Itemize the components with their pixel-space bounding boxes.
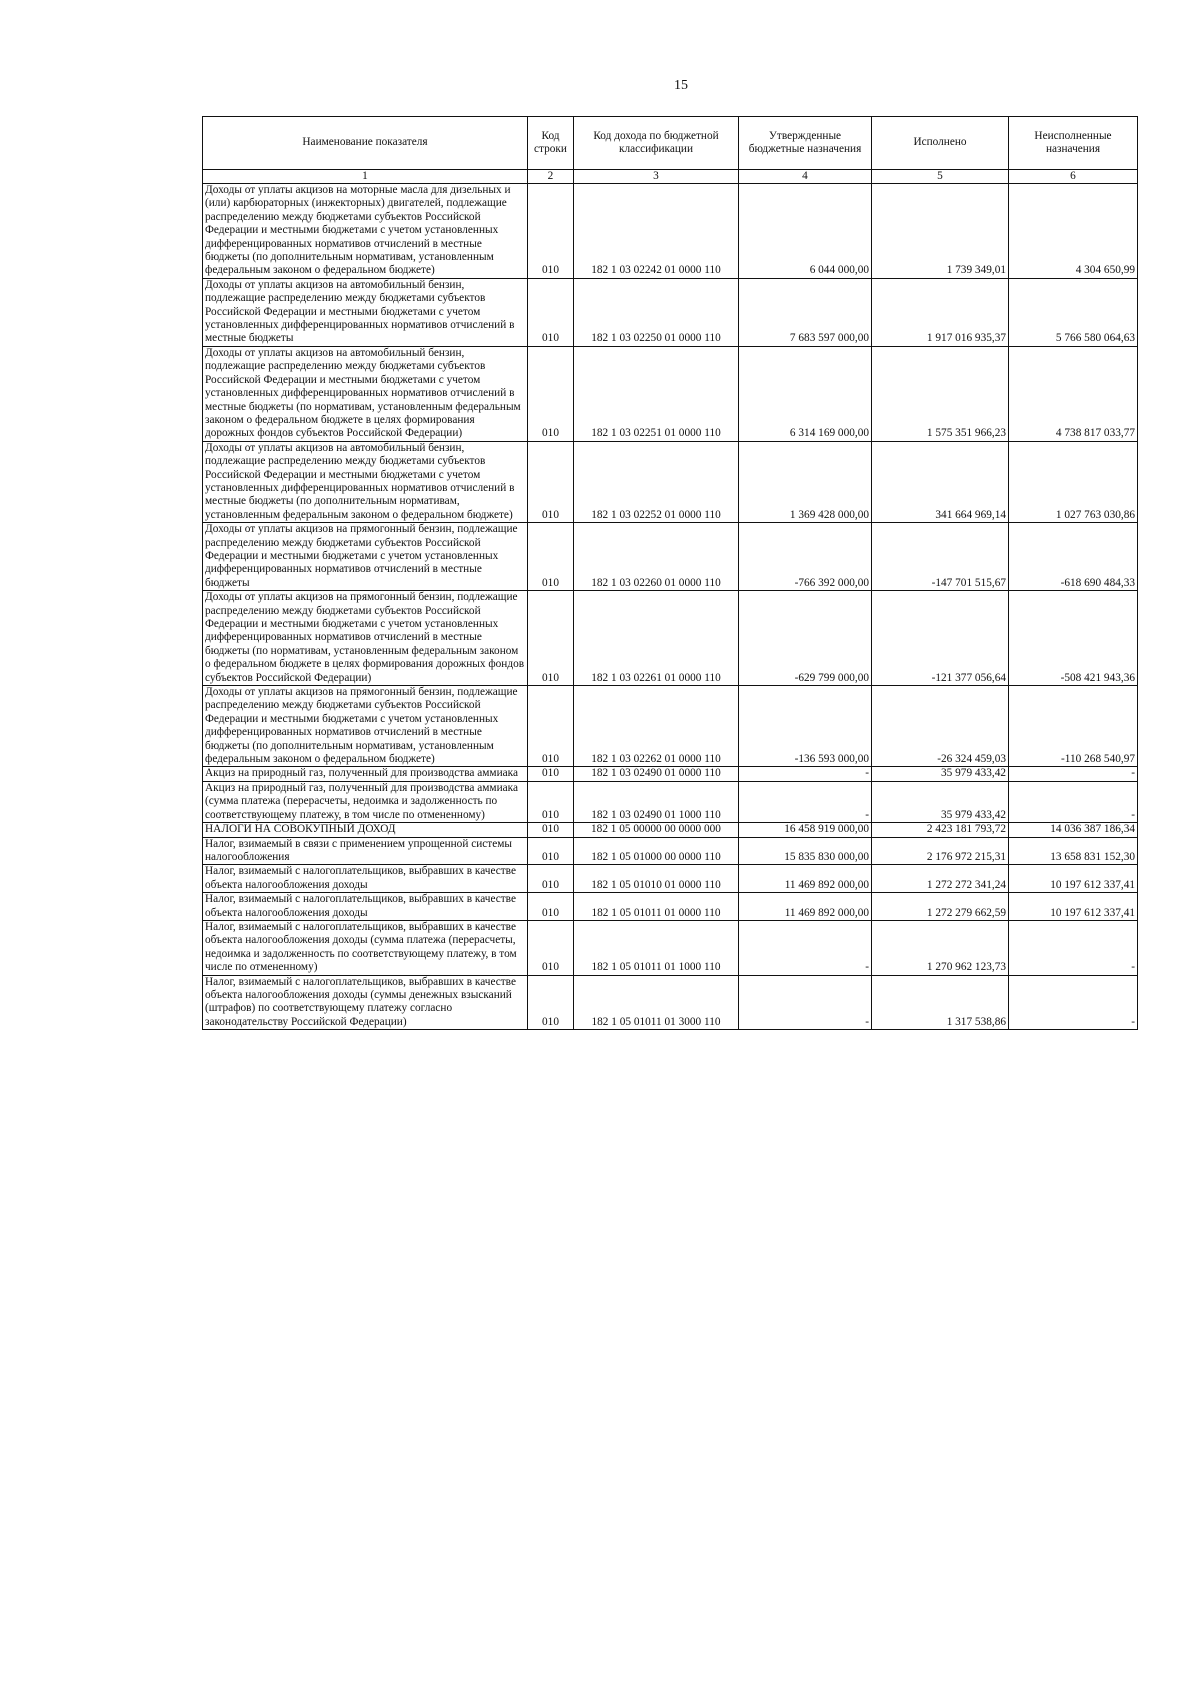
executed-amount-cell: 1 270 962 123,73 — [872, 920, 1009, 975]
column-number: 2 — [528, 170, 574, 184]
approved-amount-cell: 7 683 597 000,00 — [739, 278, 872, 346]
indicator-name-cell: Налог, взимаемый с налогоплательщиков, выбравших в качестве объекта налогообложения доходы (суммы денежных взысканий (штрафов) по соответствующему платежу согласно законодательству Российской Федерации) — [203, 975, 528, 1030]
table-row — [203, 865, 1138, 893]
table-row — [203, 184, 1138, 279]
table-row — [203, 686, 1138, 767]
approved-amount-cell: -136 593 000,00 — [739, 686, 872, 767]
revenue-code-cell: 182 1 05 01011 01 3000 110 — [574, 975, 739, 1030]
unexecuted-amount-cell: - — [1009, 781, 1138, 822]
column-number: 4 — [739, 170, 872, 184]
line-code-cell: 010 — [528, 441, 574, 522]
indicator-name-cell: Налог, взимаемый с налогоплательщиков, выбравших в качестве объекта налогообложения доходы — [203, 893, 528, 921]
revenue-code-cell: 182 1 03 02261 01 0000 110 — [574, 591, 739, 686]
unexecuted-amount-cell: 1 027 763 030,86 — [1009, 441, 1138, 522]
revenue-code-cell: 182 1 03 02490 01 1000 110 — [574, 781, 739, 822]
revenue-code-cell: 182 1 05 01010 01 0000 110 — [574, 865, 739, 893]
executed-amount-cell: 1 739 349,01 — [872, 184, 1009, 279]
column-header: Исполнено — [872, 117, 1009, 170]
executed-amount-cell: -147 701 515,67 — [872, 523, 1009, 591]
unexecuted-amount-cell: 10 197 612 337,41 — [1009, 893, 1138, 921]
executed-amount-cell: 341 664 969,14 — [872, 441, 1009, 522]
unexecuted-amount-cell: -110 268 540,97 — [1009, 686, 1138, 767]
table-row — [203, 346, 1138, 441]
revenue-code-cell: 182 1 03 02260 01 0000 110 — [574, 523, 739, 591]
table-body — [203, 184, 1138, 1030]
executed-amount-cell: 35 979 433,42 — [872, 767, 1009, 781]
line-code-cell: 010 — [528, 278, 574, 346]
line-code-cell: 010 — [528, 523, 574, 591]
approved-amount-cell: -766 392 000,00 — [739, 523, 872, 591]
table-header-row — [203, 117, 1138, 170]
approved-amount-cell: 11 469 892 000,00 — [739, 893, 872, 921]
approved-amount-cell: 6 314 169 000,00 — [739, 346, 872, 441]
column-header: Наименование показателя — [203, 117, 528, 170]
line-code-cell: 010 — [528, 591, 574, 686]
line-code-cell: 010 — [528, 837, 574, 865]
line-code-cell: 010 — [528, 975, 574, 1030]
revenue-code-cell: 182 1 05 01011 01 1000 110 — [574, 920, 739, 975]
approved-amount-cell: 15 835 830 000,00 — [739, 837, 872, 865]
table-row — [203, 278, 1138, 346]
executed-amount-cell: 2 423 181 793,72 — [872, 823, 1009, 837]
indicator-name-cell: Доходы от уплаты акцизов на автомобильный бензин, подлежащие распределению между бюджетами субъектов Российской Федерации и местными бюджетами с учетом установленных дифференцированных нормативов отчислений в местные бюджеты (по нормативам, установленным федеральным законом о федеральном бюджете в целях формирования дорожных фондов субъектов Российской Федерации) — [203, 346, 528, 441]
revenue-code-cell: 182 1 03 02262 01 0000 110 — [574, 686, 739, 767]
indicator-name-cell: Акциз на природный газ, полученный для производства аммиака (сумма платежа (перерасчеты, недоимка и задолженность по соответствующему платежу, в том числе по отмененному) — [203, 781, 528, 822]
column-number: 5 — [872, 170, 1009, 184]
approved-amount-cell: - — [739, 920, 872, 975]
indicator-name-cell: Налог, взимаемый с налогоплательщиков, выбравших в качестве объекта налогообложения доходы (сумма платежа (перерасчеты, недоимка и задолженность по соответствующему платежу, в том числе по отмененному) — [203, 920, 528, 975]
indicator-name-cell: Доходы от уплаты акцизов на автомобильный бензин, подлежащие распределению между бюджетами субъектов Российской Федерации и местными бюджетами с учетом установленных дифференцированных нормативов отчислений в местные бюджеты (по дополнительным нормативам, установленным федеральным законом о федеральном бюджете) — [203, 441, 528, 522]
executed-amount-cell: 1 917 016 935,37 — [872, 278, 1009, 346]
table-row — [203, 441, 1138, 522]
revenue-code-cell: 182 1 05 01011 01 0000 110 — [574, 893, 739, 921]
unexecuted-amount-cell: -508 421 943,36 — [1009, 591, 1138, 686]
table-row — [203, 920, 1138, 975]
indicator-name-cell: Налог, взимаемый с налогоплательщиков, выбравших в качестве объекта налогообложения доходы — [203, 865, 528, 893]
indicator-name-cell: Налог, взимаемый в связи с применением упрощенной системы налогообложения — [203, 837, 528, 865]
executed-amount-cell: 2 176 972 215,31 — [872, 837, 1009, 865]
line-code-cell: 010 — [528, 767, 574, 781]
revenue-code-cell: 182 1 05 00000 00 0000 000 — [574, 823, 739, 837]
revenue-code-cell: 182 1 03 02242 01 0000 110 — [574, 184, 739, 279]
table-row — [203, 523, 1138, 591]
executed-amount-cell: 1 272 279 662,59 — [872, 893, 1009, 921]
indicator-name-cell: Доходы от уплаты акцизов на моторные масла для дизельных и (или) карбюраторных (инжекторных) двигателей, подлежащие распределению между бюджетами субъектов Российской Федерации и местными бюджетами с учетом установленных дифференцированных нормативов отчислений в местные бюджеты (по дополнительным нормативам, установленным федеральным законом о федеральном бюджете) — [203, 184, 528, 279]
revenue-code-cell: 182 1 03 02250 01 0000 110 — [574, 278, 739, 346]
executed-amount-cell: 1 575 351 966,23 — [872, 346, 1009, 441]
column-header: Код строки — [528, 117, 574, 170]
indicator-name-cell: Доходы от уплаты акцизов на автомобильный бензин, подлежащие распределению между бюджетами субъектов Российской Федерации и местными бюджетами с учетом установленных дифференцированных нормативов отчислений в местные бюджеты — [203, 278, 528, 346]
indicator-name-cell: Доходы от уплаты акцизов на прямогонный бензин, подлежащие распределению между бюджетами субъектов Российской Федерации и местными бюджетами с учетом установленных дифференцированных нормативов отчислений в местные бюджеты (по нормативам, установленным федеральным законом о федеральном бюджете в целях формирования дорожных фондов субъектов Российской Федерации) — [203, 591, 528, 686]
approved-amount-cell: - — [739, 767, 872, 781]
budget-revenue-table — [202, 116, 1138, 1030]
approved-amount-cell: - — [739, 975, 872, 1030]
line-code-cell: 010 — [528, 781, 574, 822]
unexecuted-amount-cell: 4 304 650,99 — [1009, 184, 1138, 279]
revenue-code-cell: 182 1 03 02252 01 0000 110 — [574, 441, 739, 522]
table-row — [203, 823, 1138, 837]
line-code-cell: 010 — [528, 686, 574, 767]
indicator-name-cell: Доходы от уплаты акцизов на прямогонный бензин, подлежащие распределению между бюджетами субъектов Российской Федерации и местными бюджетами с учетом установленных дифференцированных нормативов отчислений в местные бюджеты (по дополнительным нормативам, установленным федеральным законом о федеральном бюджете) — [203, 686, 528, 767]
revenue-code-cell: 182 1 03 02251 01 0000 110 — [574, 346, 739, 441]
executed-amount-cell: -26 324 459,03 — [872, 686, 1009, 767]
table-row — [203, 591, 1138, 686]
revenue-code-cell: 182 1 05 01000 00 0000 110 — [574, 837, 739, 865]
page-number: 15 — [674, 78, 688, 93]
line-code-cell: 010 — [528, 920, 574, 975]
approved-amount-cell: - — [739, 781, 872, 822]
approved-amount-cell: 6 044 000,00 — [739, 184, 872, 279]
unexecuted-amount-cell: -618 690 484,33 — [1009, 523, 1138, 591]
executed-amount-cell: 1 272 272 341,24 — [872, 865, 1009, 893]
line-code-cell: 010 — [528, 184, 574, 279]
unexecuted-amount-cell: - — [1009, 767, 1138, 781]
approved-amount-cell: 11 469 892 000,00 — [739, 865, 872, 893]
unexecuted-amount-cell: 10 197 612 337,41 — [1009, 865, 1138, 893]
column-number: 3 — [574, 170, 739, 184]
line-code-cell: 010 — [528, 865, 574, 893]
table-row — [203, 781, 1138, 822]
line-code-cell: 010 — [528, 893, 574, 921]
executed-amount-cell: -121 377 056,64 — [872, 591, 1009, 686]
table-row — [203, 975, 1138, 1030]
approved-amount-cell: -629 799 000,00 — [739, 591, 872, 686]
table-row — [203, 893, 1138, 921]
unexecuted-amount-cell: 13 658 831 152,30 — [1009, 837, 1138, 865]
unexecuted-amount-cell: - — [1009, 920, 1138, 975]
executed-amount-cell: 35 979 433,42 — [872, 781, 1009, 822]
table-row — [203, 767, 1138, 781]
column-header: Код дохода по бюджетной классификации — [574, 117, 739, 170]
line-code-cell: 010 — [528, 823, 574, 837]
indicator-name-cell: Акциз на природный газ, полученный для производства аммиака — [203, 767, 528, 781]
column-header: Неисполненные назначения — [1009, 117, 1138, 170]
column-number-row — [203, 170, 1138, 184]
column-header: Утвержденные бюджетные назначения — [739, 117, 872, 170]
revenue-code-cell: 182 1 03 02490 01 0000 110 — [574, 767, 739, 781]
executed-amount-cell: 1 317 538,86 — [872, 975, 1009, 1030]
indicator-name-cell: НАЛОГИ НА СОВОКУПНЫЙ ДОХОД — [203, 823, 528, 837]
approved-amount-cell: 1 369 428 000,00 — [739, 441, 872, 522]
unexecuted-amount-cell: 14 036 387 186,34 — [1009, 823, 1138, 837]
unexecuted-amount-cell: 4 738 817 033,77 — [1009, 346, 1138, 441]
line-code-cell: 010 — [528, 346, 574, 441]
approved-amount-cell: 16 458 919 000,00 — [739, 823, 872, 837]
indicator-name-cell: Доходы от уплаты акцизов на прямогонный бензин, подлежащие распределению между бюджетами субъектов Российской Федерации и местными бюджетами с учетом установленных дифференцированных нормативов отчислений в местные бюджеты — [203, 523, 528, 591]
unexecuted-amount-cell: - — [1009, 975, 1138, 1030]
column-number: 1 — [203, 170, 528, 184]
unexecuted-amount-cell: 5 766 580 064,63 — [1009, 278, 1138, 346]
table-row — [203, 837, 1138, 865]
column-number: 6 — [1009, 170, 1138, 184]
